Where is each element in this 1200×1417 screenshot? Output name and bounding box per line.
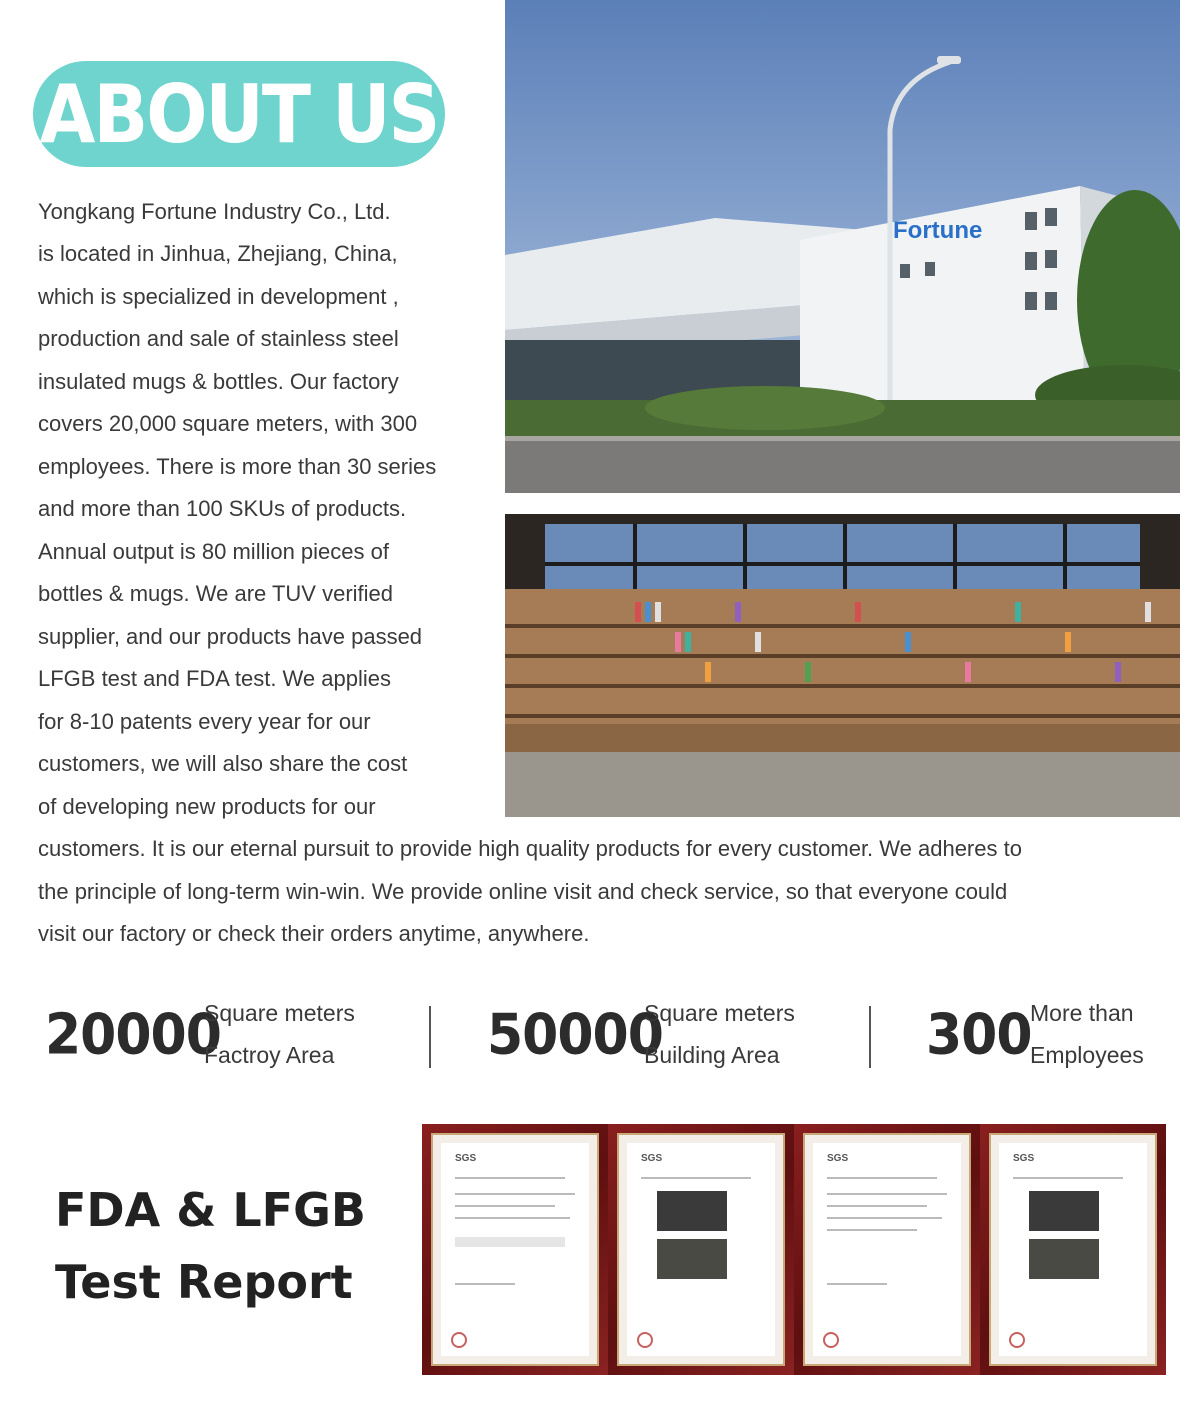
certificate-seal [823, 1332, 839, 1348]
certificate-logo: SGS [455, 1153, 477, 1164]
stat-label: Building Area [644, 1042, 780, 1068]
about-text-line: Yongkang Fortune Industry Co., Ltd. [38, 199, 391, 224]
about-text-line: supplier, and our products have passed [38, 624, 423, 649]
about-text-line: customers, we will also share the cost [38, 751, 408, 776]
stat-number: 300 [926, 1002, 1032, 1068]
certificate-seal [1009, 1332, 1025, 1348]
stat-label: Employees [1030, 1042, 1144, 1068]
certificate-frame [422, 1124, 608, 1375]
certificate-seal [451, 1332, 467, 1348]
about-text-line: LFGB test and FDA test. We applies [38, 666, 391, 691]
stat-label: More than [1030, 1000, 1134, 1026]
certificate-logo: SGS [641, 1153, 663, 1164]
certificate-frame [794, 1124, 980, 1375]
about-text-line: insulated mugs & bottles. Our factory [38, 369, 399, 394]
stat-label: Square meters [644, 1000, 795, 1026]
certificate-frame [980, 1124, 1166, 1375]
about-us-title: ABOUT US [39, 66, 439, 162]
report-title-line2: Test Report [55, 1255, 353, 1309]
about-text-line: for 8-10 patents every year for our [38, 709, 371, 734]
certificate-frame [608, 1124, 794, 1375]
stat-divider [429, 1006, 431, 1068]
certificate-seal [637, 1332, 653, 1348]
about-text-line: customers. It is our eternal pursuit to provide high quality products for every customer. We adheres to [38, 836, 1022, 861]
about-text-line: is located in Jinhua, Zhejiang, China, [38, 241, 398, 266]
about-text-line: of developing new products for our [38, 794, 376, 819]
certificate-logo: SGS [827, 1153, 849, 1164]
about-text-line: which is specialized in development , [38, 284, 399, 309]
about-text-line: employees. There is more than 30 series [38, 454, 437, 479]
stat-number: 50000 [487, 1002, 663, 1068]
showroom-photo [505, 514, 1180, 817]
report-title-line1: FDA & LFGB [55, 1183, 366, 1237]
about-text-line: the principle of long-term win-win. We provide online visit and check service, so that everyone could [38, 879, 1008, 904]
about-text-line: bottles & mugs. We are TUV verified [38, 581, 393, 606]
stat-divider [869, 1006, 871, 1068]
about-us-badge [33, 61, 445, 167]
about-text-line: and more than 100 SKUs of products. [38, 496, 407, 521]
stat-label: Factroy Area [204, 1042, 335, 1068]
factory-photo [505, 0, 1180, 493]
factory-sign: Fortune [893, 217, 983, 244]
stat-label: Square meters [204, 1000, 355, 1026]
stat-number: 20000 [45, 1002, 221, 1068]
about-text-line: covers 20,000 square meters, with 300 [38, 411, 418, 436]
about-text-line: production and sale of stainless steel [38, 326, 399, 351]
about-text-line: visit our factory or check their orders anytime, anywhere. [38, 921, 590, 946]
certificate-logo: SGS [1013, 1153, 1035, 1164]
about-text-line: Annual output is 80 million pieces of [38, 539, 389, 564]
